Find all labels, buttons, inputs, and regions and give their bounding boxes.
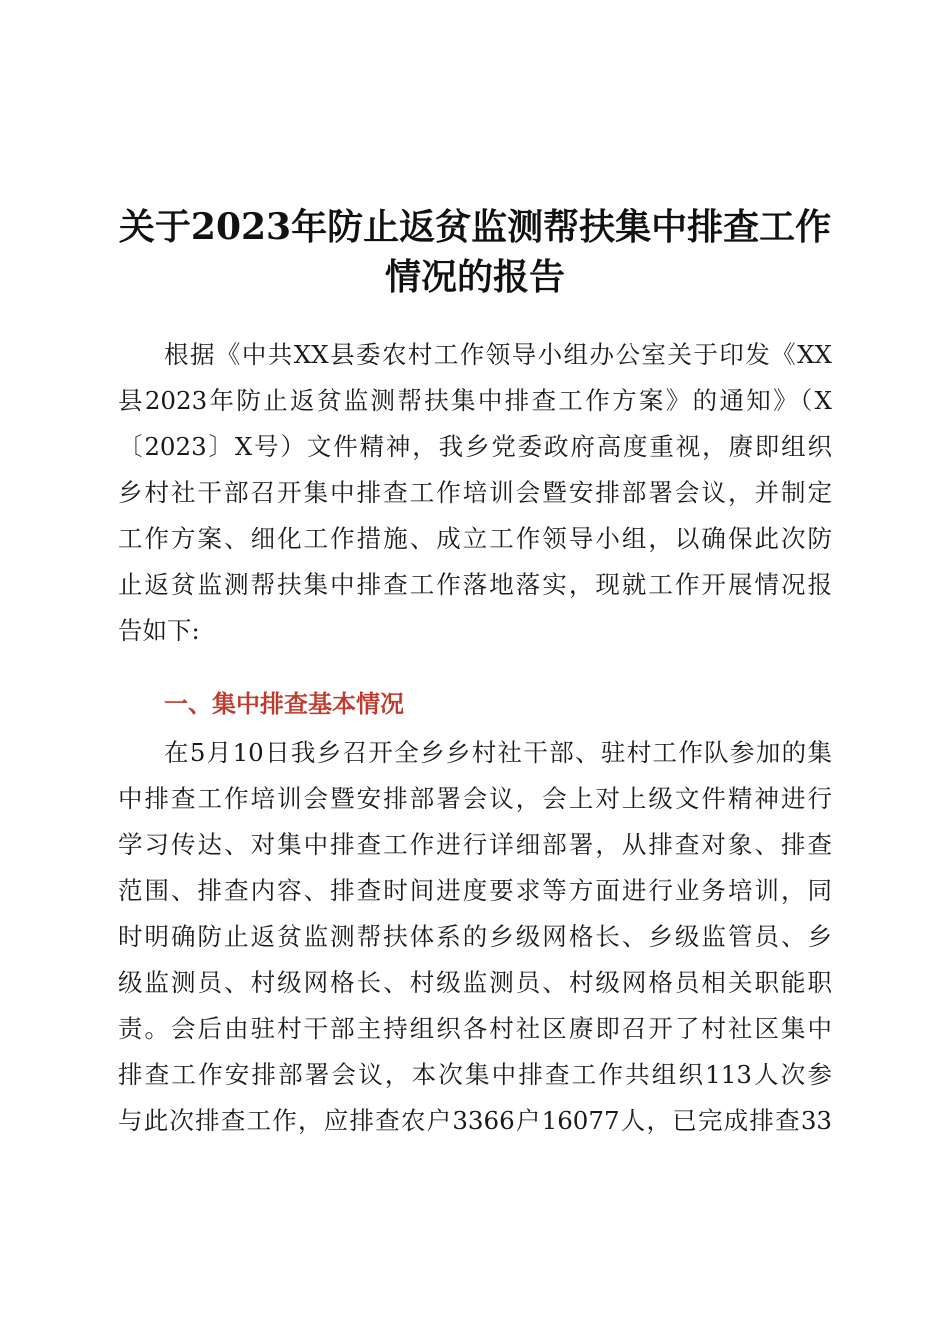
paragraph-line: 〔2023〕X号）文件精神，我乡党委政府高度重视，赓即组织 xyxy=(118,432,832,461)
paragraph-line: 中排查工作培训会暨安排部署会议，会上对上级文件精神进行 xyxy=(118,784,832,813)
paragraph-line: 范围、排查内容、排查时间进度要求等方面进行业务培训，同 xyxy=(118,876,832,905)
document-title-line-2: 情况的报告 xyxy=(384,256,565,298)
paragraph-line: 在5月10日我乡召开全乡乡村社干部、驻村工作队参加的集 xyxy=(164,738,832,767)
paragraph-line: 根据《中共XX县委农村工作领导小组办公室关于印发《XX xyxy=(164,340,832,369)
paragraph-line: 排查工作安排部署会议，本次集中排查工作共组织113人次参 xyxy=(118,1060,832,1089)
paragraph-line: 与此次排查工作，应排查农户3366户16077人，已完成排查33 xyxy=(118,1106,832,1135)
document-title-line-1: 关于2023年防止返贫监测帮扶集中排查工作 xyxy=(118,206,832,248)
paragraph-line: 学习传达、对集中排查工作进行详细部署，从排查对象、排查 xyxy=(118,830,832,859)
paragraph-line: 工作方案、细化工作措施、成立工作领导小组，以确保此次防 xyxy=(118,524,832,553)
paragraph-line: 止返贫监测帮扶集中排查工作落地落实，现就工作开展情况报 xyxy=(118,570,832,599)
paragraph-line: 告如下: xyxy=(118,616,200,645)
paragraph-line: 级监测员、村级网格长、村级监测员、村级网格员相关职能职 xyxy=(118,968,832,997)
paragraph-line: 乡村社干部召开集中排查工作培训会暨安排部署会议，并制定 xyxy=(118,478,832,507)
paragraph-line: 时明确防止返贫监测帮扶体系的乡级网格长、乡级监管员、乡 xyxy=(118,922,832,951)
paragraph-line: 责。会后由驻村干部主持组织各村社区赓即召开了村社区集中 xyxy=(118,1014,832,1043)
paragraph-line: 县2023年防止返贫监测帮扶集中排查工作方案》的通知》（X xyxy=(118,386,832,415)
section-heading: 一、集中排查基本情况 xyxy=(164,690,404,718)
